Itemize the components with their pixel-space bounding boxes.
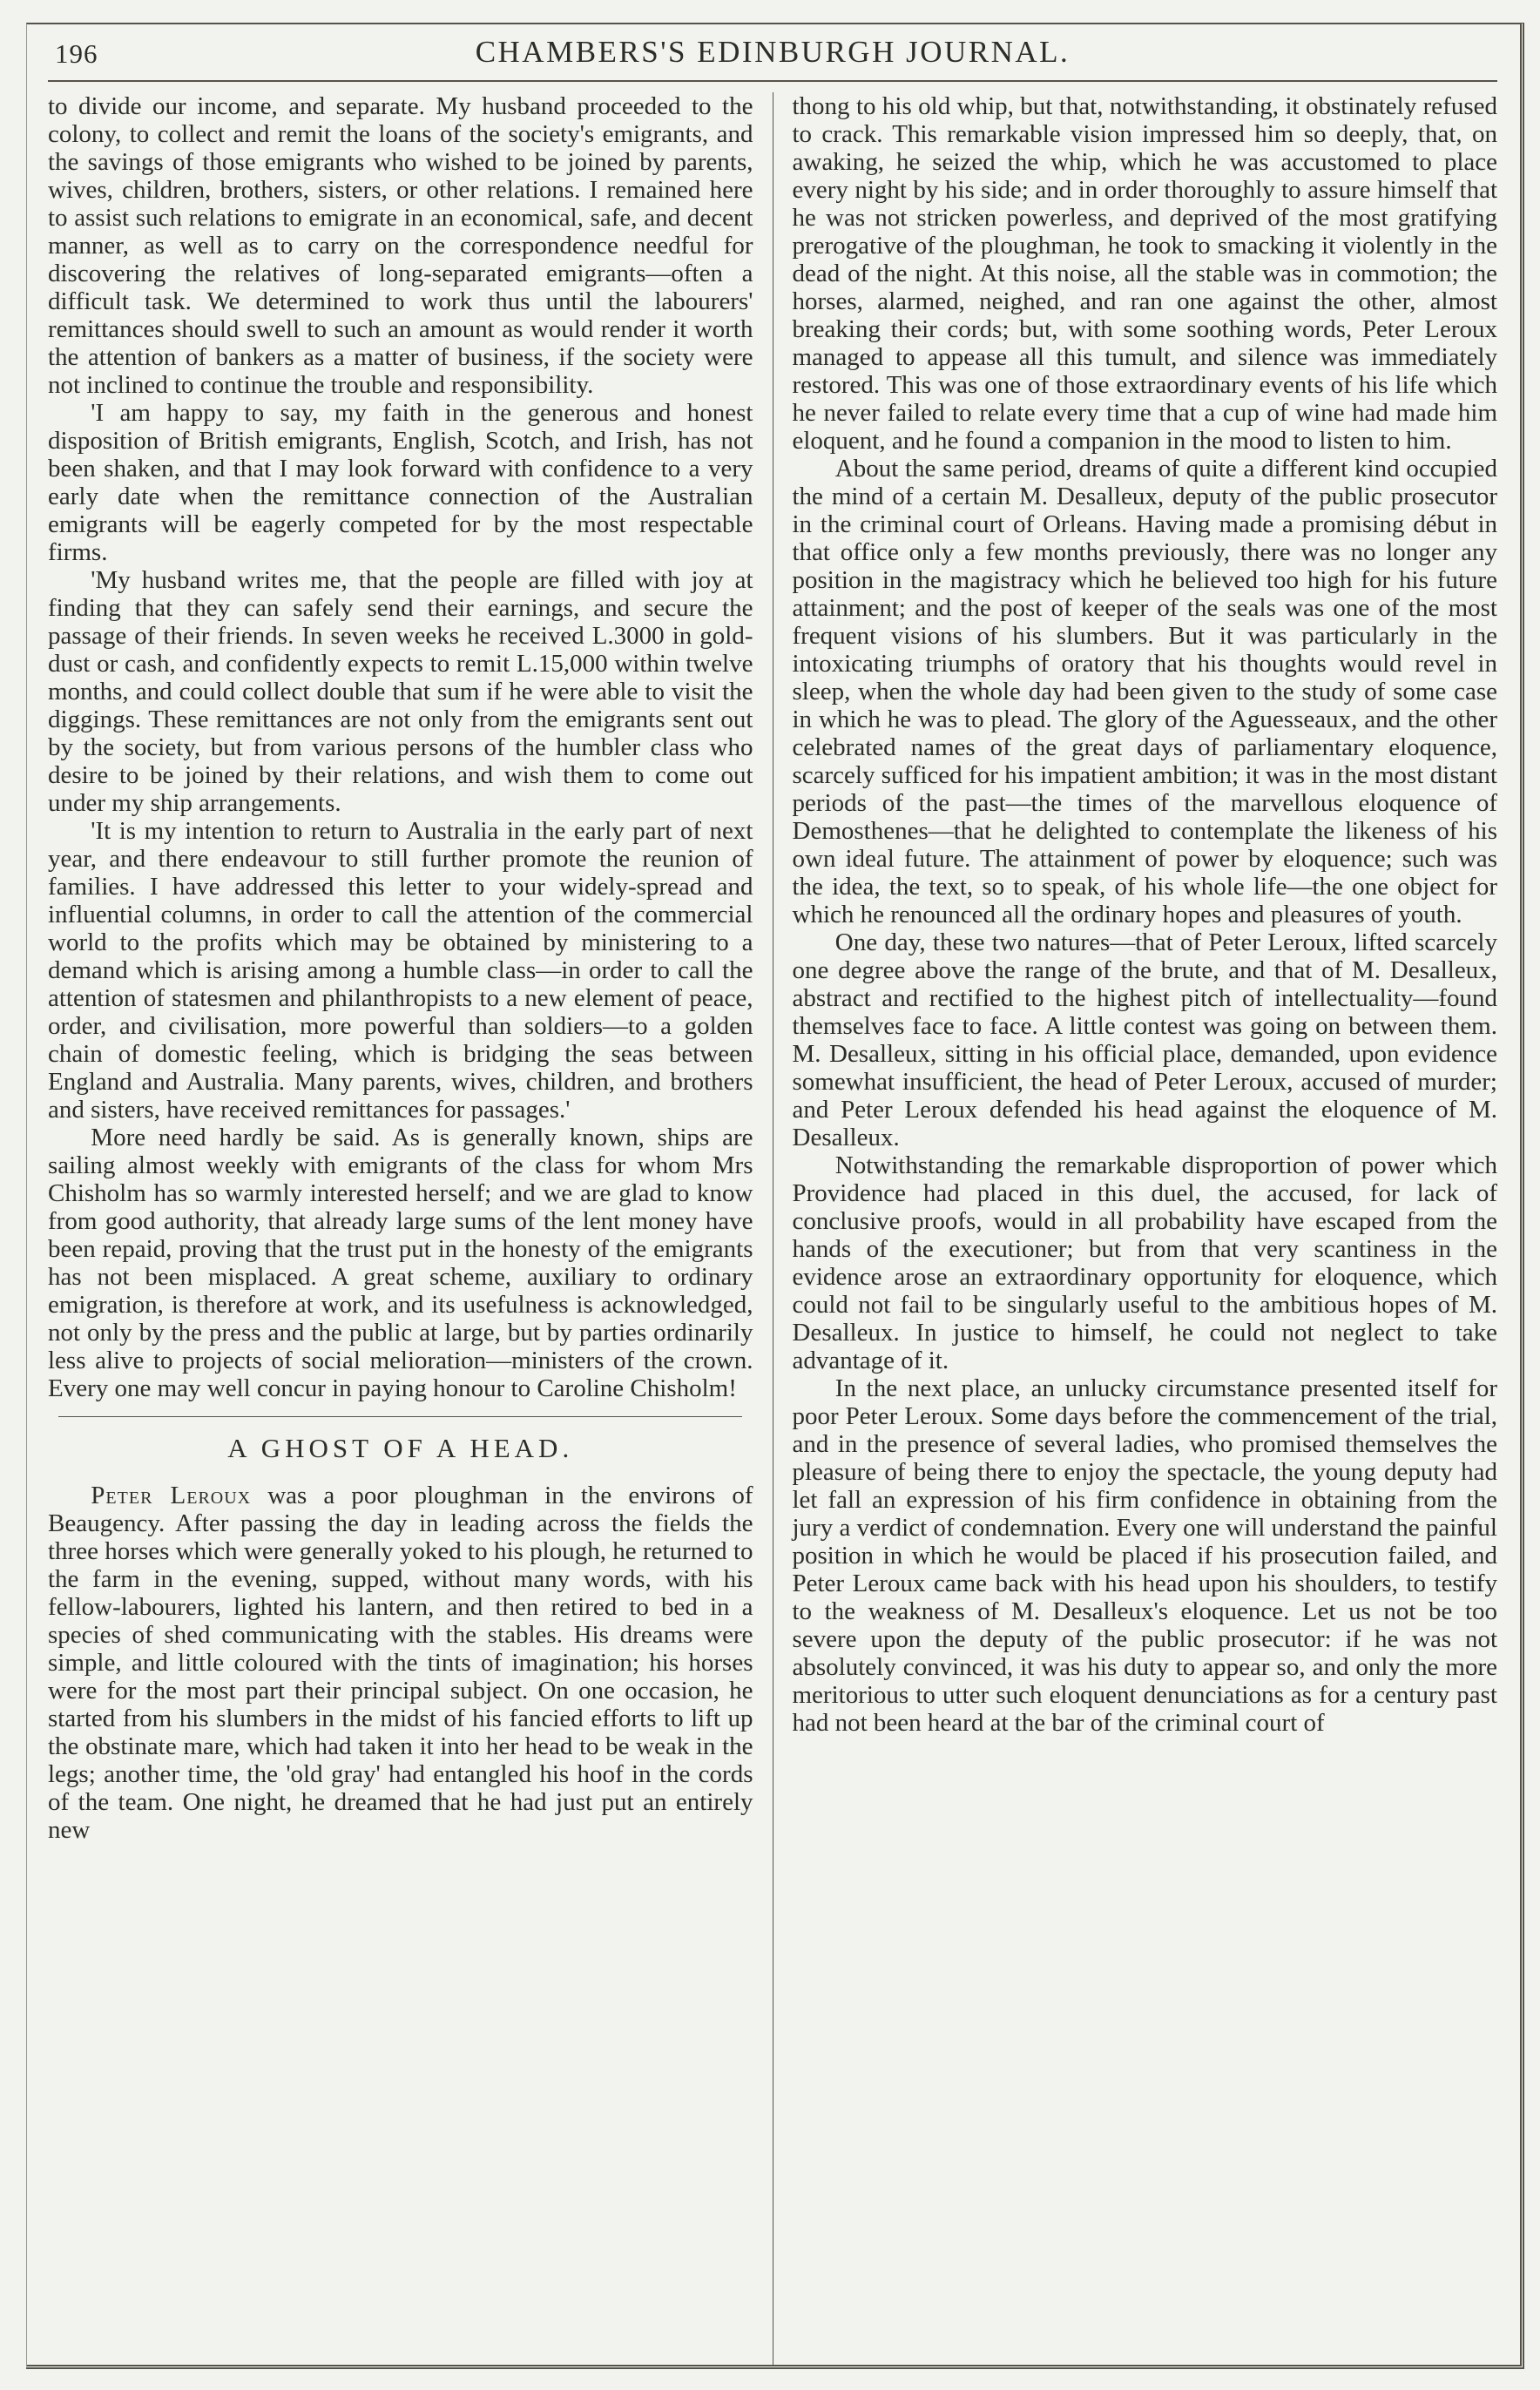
masthead bbox=[48, 24, 1497, 82]
paragraph: About the same period, dreams of quite a different kind occupied the mind of a certain M. Desalleux, deputy of the public prosecutor in the criminal court of Orleans. Having made a promising début in that office only a few months previously, there was no longer any position in the magistracy which he believed too high for his future attainment; and the post of keeper of the seals was one of the most frequent visions of his slumbers. But it was particularly in the intoxicating triumphs of oratory that his thoughts would revel in sleep, when the whole day had been given to the study of some case in which he was to plead. The glory of the Aguesseaux, and the other celebrated names of the great days of parliamentary eloquence, scarcely sufficed for his impatient ambition; it was in the most distant periods of the past—the times of the marvellous eloquence of Demosthenes—that he delighted to contemplate the likeness of his own ideal future. The attainment of power by eloquence; such was the idea, the text, so to speak, of his whole life—the one object for which he renounced all the ordinary hopes and pleasures of youth. bbox=[792, 455, 1497, 928]
page-number: 196 bbox=[55, 38, 98, 69]
right-column bbox=[773, 92, 1498, 2365]
paragraph: 'My husband writes me, that the people are filled with joy at finding that they can safely send their earnings, and secure the passage of their friends. In seven weeks he received L.3000 in gold-dust or cash, and confidently expects to remit L.15,000 within twelve months, and could collect double that sum if he were able to visit the diggings. These remittances are not only from the emigrants sent out by the society, but from various persons of the humbler class who desire to be joined by their relations, and wish them to come out under my ship arrangements. bbox=[48, 566, 753, 817]
paragraph: One day, these two natures—that of Peter Leroux, lifted scarcely one degree above the range of the brute, and that of M. Desalleux, abstract and rectified to the highest pitch of intellectuality—found themselves face to face. A little contest was going on between them. M. Desalleux, sitting in his official place, demanded, upon evidence somewhat insufficient, the head of Peter Leroux, accused of murder; and Peter Leroux defended his head against the eloquence of M. Desalleux. bbox=[792, 928, 1497, 1151]
page-columns bbox=[48, 82, 1497, 2365]
article-opening-text: was a poor ploughman in the environs of Beaugency. After passing the day in leading across the fields the three horses which were generally yoked to his plough, he returned to the farm in the evening, supped, without many words, with his fellow-labourers, lighted his lantern, and then retired to bed in a species of shed communicating with the stables. His dreams were simple, and little coloured with the tints of imagination; his horses were for the most part their principal subject. On one occasion, he started from his slumbers in the midst of his fancied efforts to lift up the obstinate mare, which had taken it into her head to be weak in the legs; another time, the 'old gray' had entangled his hoof in the cords of the team. One night, he dreamed that he had just put an entirely new bbox=[48, 1482, 753, 1844]
journal-title: CHAMBERS'S EDINBURGH JOURNAL. bbox=[475, 35, 1071, 69]
journal-page bbox=[26, 23, 1524, 2369]
article-lead-name: Peter Leroux bbox=[91, 1482, 252, 1509]
paragraph: In the next place, an unlucky circumstance presented itself for poor Peter Leroux. Some days before the commencement of the trial, and in the presence of several ladies, who promised themselves the pleasure of being there to enjoy the spectacle, the young deputy had let fall an expression of his firm confidence in obtaining from the jury a verdict of condemnation. Every one will understand the painful position in which he would be placed if his prosecution failed, and Peter Leroux came back with his head upon his shoulders, to testify to the weakness of M. Desalleux's eloquence. Let us not be too severe upon the deputy of the public prosecutor: if he was not absolutely convinced, it was his duty to appear so, and only the more meritorious to utter such eloquent denunciations as for a century past had not been heard at the bar of the criminal court of bbox=[792, 1374, 1497, 1737]
section-divider-rule bbox=[58, 1416, 742, 1417]
paragraph: Notwithstanding the remarkable disproportion of power which Providence had placed in this duel, the accused, for lack of conclusive proofs, would in all probability have escaped from the hands of the executioner; but from that very scantiness in the evidence arose an extraordinary opportunity for eloquence, which could not fail to be singularly useful to the ambitious hopes of M. Desalleux. In justice to himself, he could not neglect to take advantage of it. bbox=[792, 1151, 1497, 1374]
article-heading: A GHOST OF A HEAD. bbox=[227, 1433, 574, 1463]
paragraph: More need hardly be said. As is generally known, ships are sailing almost weekly with emigrants of the class for whom Mrs Chisholm has so warmly interested herself; and we are glad to know from good authority, that already large sums of the lent money have been repaid, proving that the trust put in the honesty of the emigrants has not been misplaced. A great scheme, auxiliary to ordinary emigration, is therefore at work, and its usefulness is acknowledged, not only by the press and the public at large, but by parties ordinarily less alive to projects of social melioration—ministers of the crown. Every one may well concur in paying honour to Caroline Chisholm! bbox=[48, 1124, 753, 1402]
paragraph: 'It is my intention to return to Australia in the early part of next year, and there endeavour to still further promote the reunion of families. I have addressed this letter to your widely-spread and influential columns, in order to call the attention of the commercial world to the profits which may be obtained by ministering to a demand which is arising among a humble class—in order to call the attention of statesmen and philanthropists to a new element of peace, order, and civilisation, more powerful than soldiers—to a golden chain of domestic feeling, which is bridging the seas between England and Australia. Many parents, wives, children, and brothers and sisters, have received remittances for passages.' bbox=[48, 817, 753, 1124]
paragraph: to divide our income, and separate. My husband proceeded to the colony, to collect and remit the loans of the society's emigrants, and the savings of those emigrants who wished to be joined by parents, wives, children, brothers, sisters, or other relations. I remained here to assist such relations to emigrate in an economical, safe, and decent manner, as well as to carry on the correspondence needful for discovering the relatives of long-separated emigrants—often a difficult task. We determined to work thus until the labourers' remittances should swell to such an amount as would render it worth the attention of bankers as a matter of business, if the society were not inclined to continue the trouble and responsibility. bbox=[48, 92, 753, 399]
paragraph bbox=[48, 1482, 753, 1844]
paragraph: 'I am happy to say, my faith in the generous and honest disposition of British emigrants, English, Scotch, and Irish, has not been shaken, and that I may look forward with confidence to a very early date when the remittance connection of the Australian emigrants will be eagerly competed for by the most respectable firms. bbox=[48, 399, 753, 566]
paragraph: thong to his old whip, but that, notwithstanding, it obstinately refused to crack. This remarkable vision impressed him so deeply, that, on awaking, he seized the whip, which he was accustomed to place every night by his side; and in order thoroughly to assure himself that he was not stricken powerless, and deprived of the most gratifying prerogative of the ploughman, he took to smacking it violently in the dead of the night. At this noise, all the stable was in commotion; the horses, alarmed, neighed, and ran one against the other, almost breaking their cords; but, with some soothing words, Peter Leroux managed to appease all this tumult, and silence was immediately restored. This was one of those extraordinary events of his life which he never failed to relate every time that a cup of wine had made him eloquent, and he found a companion in the mood to listen to him. bbox=[792, 92, 1497, 455]
left-column bbox=[48, 92, 773, 2365]
